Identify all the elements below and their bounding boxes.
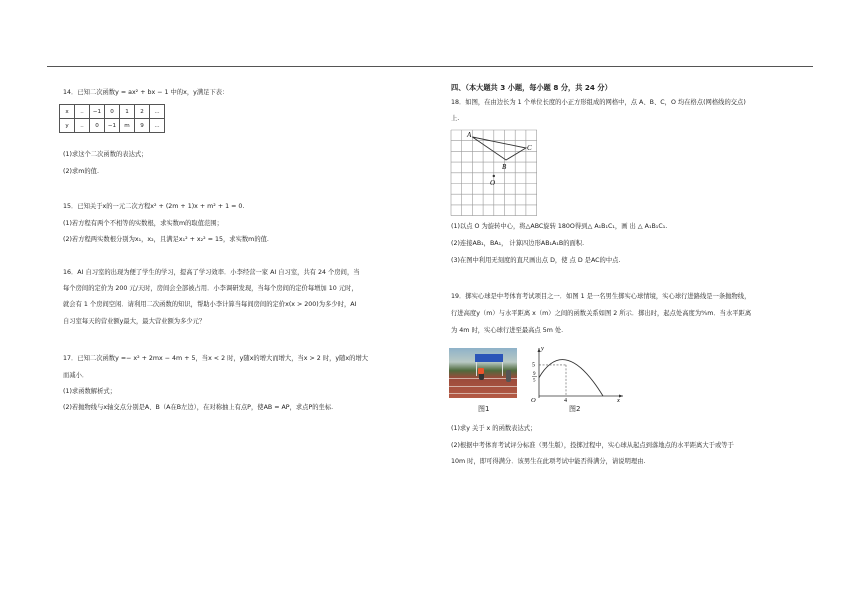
section-4-title: 四、（本大题共 3 小题，每小题 8 分，共 24 分） [451,83,612,92]
q18-sub3: (3)在图中利用无刻度的直尺画出点 D，使 点 D 是AC的中点. [451,257,621,264]
table-cell: 2 [135,105,150,119]
label-o: O [490,179,496,187]
track-lane [449,393,517,394]
label-c: C [527,144,532,152]
q19-line3: 为 4m 时，实心球行进至最高点 5m 处. [451,327,564,334]
shot-put-photo [449,348,517,398]
q18-line1: 18．如图，在由边长为 1 个单位长度的小正方形组成的网格中，点 A、B、C，O 均在格点(网格线的交点) [451,99,746,106]
table-cell: 1 [120,105,135,119]
student-shirt [478,368,484,374]
q17-line2: 而减小． [63,372,89,379]
q14-sub2: (2)求m的值. [63,168,99,175]
q18-line2: 上. [451,115,460,122]
tent-leg [502,362,503,376]
canopy-tent [475,354,503,362]
q18-grid-figure [449,128,541,218]
q16-line2: 每个房间的定价为 200 元/天时，房间会全部被占用．小李调研发现，当每个房间的定价每增加 10 元时， [63,285,358,292]
table-cell: 0 [90,119,105,133]
table-cell: ... [150,105,165,119]
header-rule [47,66,813,67]
grid-svg [449,128,541,218]
q15-sub1: (1)若方程有两个不相等的实数根，求实数m的取值范围； [63,220,223,227]
parabola-graph [527,344,627,402]
tick-label-5-denominator: 5 [533,378,536,384]
table-cell: m [120,119,135,133]
q16-line3: 就会有 1 个房间空闲．请利用二次函数的知识，帮助小李计算当每间房间的定价x(x > 200)为多少时，AI [63,301,357,308]
table-cell: 9 [135,119,150,133]
table-row-x [60,105,165,119]
table-cell: 0 [105,105,120,119]
table-cell: x [60,105,75,119]
q17-sub1: (1)求函数解析式； [63,388,116,395]
figure-1-caption: 图1 [478,405,490,413]
q18-sub1: (1)以点 O 为旋转中心，将△ABC旋转 180O得到△ A₁B₁C₁，画 出 △ A₁B₁C₁. [451,223,668,230]
table-cell: −1 [90,105,105,119]
q17-line1: 17．已知二次函数y =− x² + 2mx − 4m + 5，当x < 2 时，y随x的增大而增大，当x > 2 时，y随x的增大 [63,355,369,362]
y-axis-label: y [541,345,544,352]
q19-line1: 19．掷实心球是中考体育考试项目之一．如图 1 是一名男生掷实心球情境，实心球行进路线是一条抛物线， [451,293,751,300]
q15-sub2: (2)若方程两实数根分别为x₁，x₂，且满足x₁² + x₂² = 15，求实数m的值. [63,236,269,243]
table-cell: −1 [105,119,120,133]
teacher-figure [506,370,511,382]
q16-line4: 自习室每天的营业额y最大，最大营业额为多少元？ [63,318,206,325]
origin-label: O [531,397,536,402]
q19-sub1: (1)求y 关于 x 的函数表达式； [451,425,537,432]
tick-label-9: 9 [533,372,536,377]
track-lane [449,386,517,387]
q16-line1: 16．AI 自习室的出现为便了学生的学习，提高了学习效率．小李经营一家 AI 自习室，共有 24 个房间，当 [63,269,360,276]
q19-sub2: (2)根据中考体育考试评分标准（男生版），投掷过程中，实心球从起点到落地点的水平距离大于或等于 [451,442,734,449]
tick-label-5: 5 [532,362,535,369]
figure-2-caption: 图2 [569,405,581,413]
tent-leg [476,362,477,376]
table-cell: .. [75,105,90,119]
grid-lines [451,130,537,216]
q15-title: 15．已知关于x的一元二次方程x² + (2m + 1)x + m² + 1 = 0. [63,203,245,210]
q18-sub2: (2)连接AB₁，BA₁， 计算四边形AB₁A₁B的面积. [451,240,585,247]
x-axis-label: x [617,397,620,402]
point-o [493,175,495,177]
q19-line2: 行进高度y（m）与水平距离 x（m）之间的函数关系如图 2 所示．掷出时，起点处高度为⁹⁄₅m．当水平距离 [451,310,752,317]
table-cell: .. [75,119,90,133]
parabola-curve [539,360,603,396]
graph-svg [527,344,627,402]
label-a: A [467,131,472,139]
table-cell: y [60,119,75,133]
table-cell: ... [150,119,165,133]
q14-value-table [59,104,165,133]
tick-label-4: 4 [564,398,567,402]
q14-sub1: (1)求这个二次函数的表达式； [63,151,148,158]
q19-sub2-cont: 10m 时，即可得满分．该男生在此项考试中能否得满分，请说明理由. [451,458,646,465]
q14-title: 14．已知二次函数y = ax² + bx − 1 中的x，y满足下表： [63,89,229,96]
q17-sub2: (2)若抛物线与x轴交点分别是A、B（A在B左边），在对称抽上有点P，使AB = AP，求点P的坐标. [63,404,334,411]
table-row-y [60,119,165,133]
label-b: B [502,163,507,171]
